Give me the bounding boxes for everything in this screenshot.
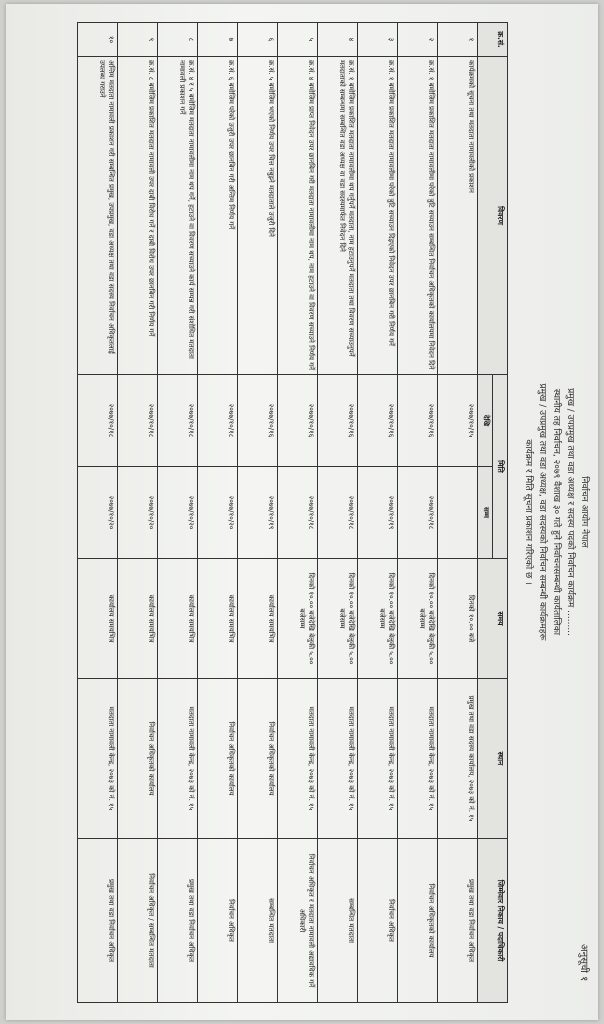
table-body [78,23,478,1003]
row-responsible-body: सम्बन्धित मतदाता [318,839,358,1003]
row-description: क्र.सं. ४ बमोजिम प्राप्त निवेदन उपर छानबिन गरी मतदाता नामावलीमा नाम थप, नाम हटाउने वा विवरण सच्याउने निर्णय गर्ने [278,57,318,375]
row-place: प्रमुख तथा वडा सदस्य कार्यालय, २०७३ को नं. १५ [438,679,478,839]
row-responsible-body: निर्वाचन अधिकृतको कार्यालय [398,839,438,1003]
row-place: मतदाता नामावली केन्द्र, २०७३ को नं. १५ [318,679,358,839]
row-place: मतदाता नामावली केन्द्र, २०७३ को नं. १५ [78,679,118,839]
row-date-to: २०७७/१०/१९ [358,467,398,559]
table-row [238,23,278,1003]
row-date-from: २०७७/१०/१८ [198,375,238,467]
header-line-3: स्थानीय तह निर्वाचन, २०७९ वैशाख ३० गते हुने निर्वाचनसम्बन्धी कार्यतालिका [551,388,561,636]
row-place: निर्वाचन अधिकृतको कार्यालय [198,679,238,839]
row-description: अन्तिम मतदाता नामावली प्रकाशन गरी सम्बन्धित प्रमुख, उपप्रमुख, वडा अध्यक्ष तथा वडा सदस्य निर्वाचन अधिकृतलाई उपलब्ध गराउने [78,57,118,375]
header-line-2: प्रमुख / उपप्रमुख तथा वडा अध्यक्ष र सदस्य पदको निर्वाचन कार्यक्रम ......... [565,388,575,636]
row-description: क्र.सं. १ बमोजिम प्रकाशित मतदाता नामावलीमा थप गर्नुपर्ने मतदाता, नाम हटाउनुपर्ने मतदाता तथा विवरण सच्याउनुपर्ने मतदाताको सम्बन्धमा सम्बन्धित वडा अध्यक्ष वा वडा सदस्यमार्फत निवेदन दिने [318,57,358,375]
row-description: क्र.सं. ६ बमोजिम परेको उजुरी उपर छानबिन गरी अन्तिम निर्णय गर्ने [198,57,238,375]
header-description: विवरण [478,57,508,375]
row-description: क्र.सं. ४ र ५ बमोजिम मतदाता नामावलीमा नाम थप गर्ने, हटाउने वा विवरण सच्याउने कार्य सम्पन्न गरी संशोधित मतदाता नामावली प्रकाशन गर्ने [158,57,198,375]
row-responsible-body: प्रमुख तथा वडा निर्वाचन अधिकृत [158,839,198,1003]
row-sn: ८ [158,23,198,57]
row-date-from: २०७७/१०/१५ [438,375,478,467]
row-place: मतदाता नामावली केन्द्र, २०७३ को नं. १५ [358,679,398,839]
header-line-5: कार्यक्रम र मिति सूचना प्रकाशन गरिएको छ । [523,439,533,585]
header-date-from: देखि [478,375,492,467]
row-responsible-body: निर्वाचन अधिकृत [198,839,238,1003]
row-date-from: २०७७/१०/१८ [118,375,158,467]
row-description: क्र.सं. ५ बमोजिम भएको निर्णय उपर चित्त नबुझ्ने मतदाताले उजुरी दिने [238,57,278,375]
row-sn: १ [438,23,478,57]
row-sn: १० [78,23,118,57]
row-time: कार्यालय समयभित्र [238,559,278,679]
row-place: मतदाता नामावली केन्द्र, २०७३ को नं. १५ [278,679,318,839]
row-place: निर्वाचन अधिकृतको कार्यालय [238,679,278,839]
header-time: समय [478,559,508,679]
row-time: दिनको १०.०० बजेदेखि बेलुकी ५.०० बजेसम्म [358,559,398,679]
row-time: कार्यालय समयभित्र [118,559,158,679]
rotated-page-content [6,4,598,1020]
row-date-from: २०७७/१०/१६ [358,375,398,467]
row-sn: ६ [238,23,278,57]
table-header-row [492,23,507,1003]
row-time: दिनको १०.०० बजे [438,559,478,679]
header-sn: क्र.सं. [478,23,508,57]
row-description: कार्यक्रमको सूचना तथा मतदाता नामावलीको प्रकाशन [438,57,478,375]
row-description: क्र.सं. ८ बमोजिम प्रकाशित मतदाता नामावली उपर दाबी विरोध गर्ने र दाबी विरोध उपर छानबिन गरी निर्णय गर्ने [118,57,158,375]
table-row [118,23,158,1003]
table-row [438,23,478,1003]
header-date-to: सम्म [478,467,492,559]
scanned-document-page [6,4,598,1020]
row-description: क्र.सं. १ बमोजिम प्रकाशित मतदाता नामावलीमा परेको त्रुटि सच्याउन दिइएको निवेदन उपर छानबिन गरी निर्णय गर्ने [358,57,398,375]
header-line-4: प्रमुख / उपप्रमुख तथा वडा अध्यक्ष, वडा सदस्यको निर्वाचन सम्बन्धी कार्यक्रमहरू [537,383,547,641]
header-responsible-body: जिम्मेवार निकाय / पदाधिकारी [478,839,508,1003]
row-responsible-body: निर्वाचन अधिकृत र मतदाता नामावली अद्यावधिक गर्ने अधिकारी [278,839,318,1003]
table-row [398,23,438,1003]
row-date-to: २०७७/१०/२० [78,467,118,559]
row-sn: ७ [198,23,238,57]
row-place: मतदाता नामावली केन्द्र, २०७३ को नं. १५ [398,679,438,839]
row-date-to [438,467,478,559]
row-time: दिनको १०.०० बजेदेखि बेलुकी ५.०० बजेसम्म [278,559,318,679]
table-row [78,23,118,1003]
row-date-from: २०७७/१०/१६ [238,375,278,467]
row-date-from: २०७७/१०/१६ [398,375,438,467]
row-responsible-body: निर्वाचन अधिकृत [358,839,398,1003]
row-time: दिनको १०.०० बजेदेखि बेलुकी ५.०० बजेसम्म [398,559,438,679]
table-row [318,23,358,1003]
row-time: कार्यालय समयभित्र [158,559,198,679]
row-responsible-body: प्रमुख तथा वडा निर्वाचन अधिकृत [78,839,118,1003]
row-date-to: २०७७/१०/१८ [278,467,318,559]
row-date-from: २०७७/१०/१६ [278,375,318,467]
row-date-to: २०७७/१०/२० [198,467,238,559]
schedule-table [77,22,508,1003]
row-date-from: २०७७/१०/१८ [158,375,198,467]
header-line-1: निर्वाचन आयोग नेपाल [579,476,589,548]
row-time: दिनको १०.०० बजेदेखि बेलुकी ५.०० बजेसम्म [318,559,358,679]
row-date-to: २०७७/१०/१९ [238,467,278,559]
header-place: स्थान [478,679,508,839]
row-responsible-body: सम्बन्धित मतदाता [238,839,278,1003]
table-row [358,23,398,1003]
row-date-from: २०७७/१०/१६ [318,375,358,467]
row-date-to: २०७७/१०/१८ [398,467,438,559]
table-row [198,23,238,1003]
row-description: क्र.सं. १ बमोजिम प्रकाशित मतदाता नामावलीमा परेको त्रुटि सच्याउन सम्बन्धित निर्वाचन अधिकृतको कार्यालयमा निवेदन दिने [398,57,438,375]
row-sn: २ [398,23,438,57]
table-row [158,23,198,1003]
row-place: मतदाता नामावली केन्द्र, २०७३ को नं. १५ [158,679,198,839]
table-row [278,23,318,1003]
row-time: कार्यालय समयभित्र [198,559,238,679]
row-place: निर्वाचन अधिकृतको कार्यालय [118,679,158,839]
row-responsible-body: निर्वाचन अधिकृत / सम्बन्धित मतदाता [118,839,158,1003]
row-date-to: २०७७/१०/२० [158,467,198,559]
row-date-from: २०७७/१०/१८ [78,375,118,467]
row-date-to: २०७७/१०/१८ [318,467,358,559]
document-header [520,4,598,1020]
row-sn: ९ [118,23,158,57]
row-time: कार्यालय समयभित्र [78,559,118,679]
row-sn: ३ [358,23,398,57]
row-sn: ५ [278,23,318,57]
row-responsible-body: प्रमुख तथा वडा निर्वाचन अधिकृत [438,839,478,1003]
header-date: मिति [492,375,507,559]
row-date-to: २०७७/१०/२० [118,467,158,559]
appendix-label: अनुसूची १ [578,944,589,982]
row-sn: ४ [318,23,358,57]
